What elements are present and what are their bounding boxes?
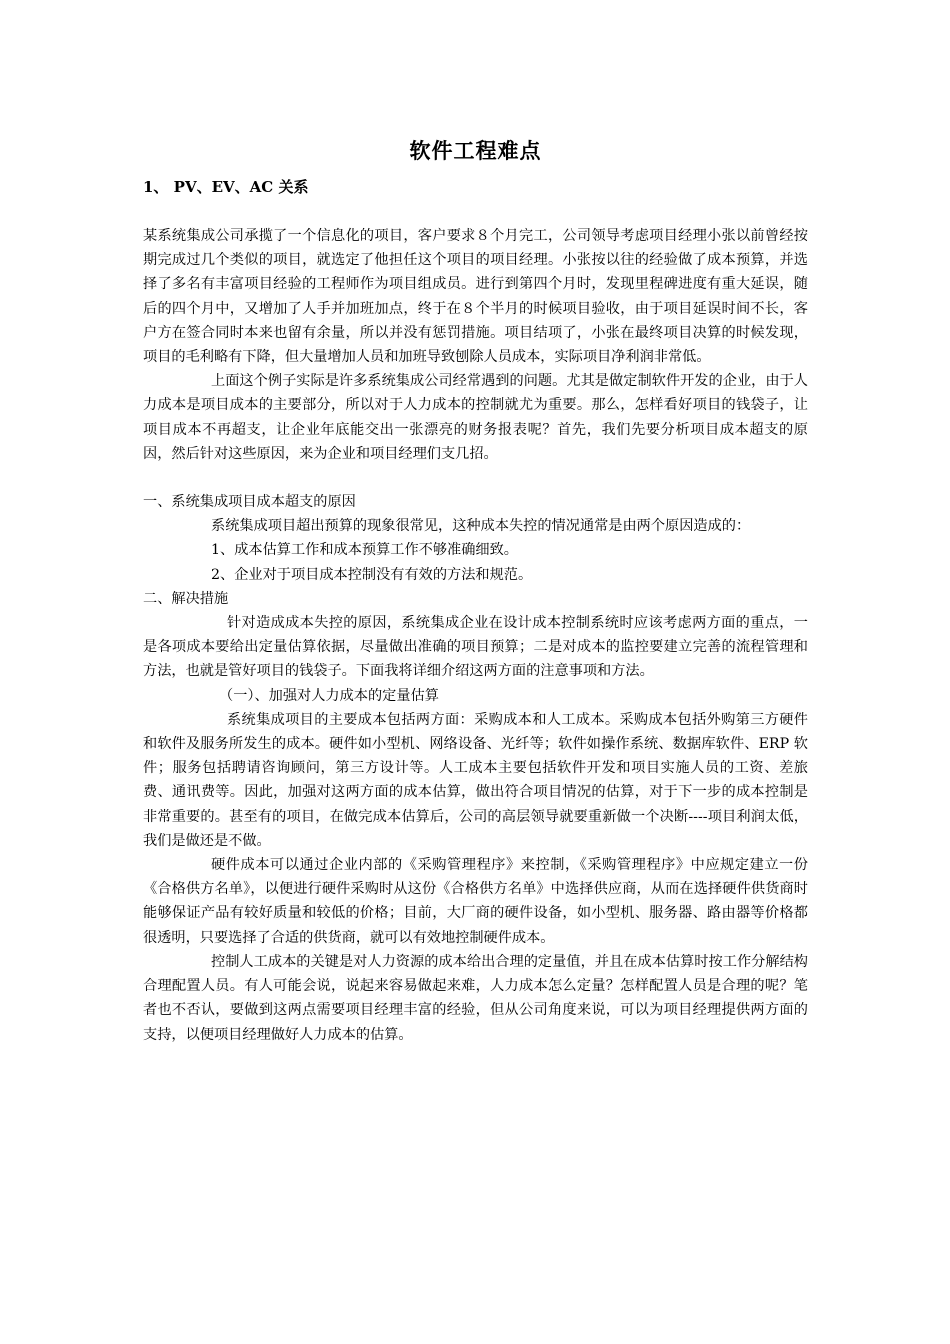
spacer <box>143 466 808 490</box>
paragraph-hardware-cost: 硬件成本可以通过企业内部的《采购管理程序》来控制，《采购管理程序》中应规定建立一份《合格供方名单》，以便进行硬件采购时从这份《合格供方名单》中选择供应商，从而在选择硬件供货商时能够保证产品有较好质量和较低的价格；目前，大厂商的硬件设备，如小型机、服务器、路由器等价格都很透明，只要选择了合适的供货商，就可以有效地控制硬件成本。 <box>143 857 808 946</box>
paragraph-labor-cost: 控制人工成本的关键是对人力资源的成本给出合理的定量值，并且在成本估算时按工作分解结构合理配置人员。有人可能会说，说起来容易做起来难，人力成本怎么定量？怎样配置人员是合理的呢？笔者也不否认，要做到这两点需要项目经理丰富的经验，但从公司角度来说，可以为项目经理提供两方面的支持，以便项目经理做好人力成本的估算。 <box>143 953 808 1043</box>
subheading-quantitative-estimate: （一）、加强对人力成本的定量估算 <box>219 687 439 704</box>
paragraph-overrun-causes: 系统集成项目超出预算的现象很常见，这种成本失控的情况通常是由两个原因造成的： <box>211 518 751 535</box>
section-heading: 1、 PV、EV、AC 关系 <box>143 178 309 196</box>
document-page <box>143 130 808 1047</box>
list-item-cause-2: 2、企业对于项目成本控制没有有效的方法和规范。 <box>211 566 533 583</box>
document-title: 软件工程难点 <box>409 139 542 163</box>
paragraph-case-intro: 某系统集成公司承揽了一个信息化的项目，客户要求８个月完工，公司领导考虑项目经理小张以前曾经按期完成过几个类似的项目，就选定了他担任这个项目的项目经理。小张按以往的经验做了成本预算，并选择了多名有丰富项目经验的工程师作为项目组成员。进行到第四个月时，发现里程碑进度有重大延误，随后的四个月中，又增加了人手并加班加点，终于在８个半月的时候项目验收，由于项目延误时间不长，客户方在签合同时本来也留有余量，所以并没有惩罚措施。项目结项了，小张在最终项目决算的时候发现，项目的毛利略有下降，但大量增加人员和加班导致刨除人员成本，实际项目净利润非常低。 <box>143 228 808 366</box>
paragraph-case-analysis: 上面这个例子实际是许多系统集成公司经常遇到的问题。尤其是做定制软件开发的企业，由于人力成本是项目成本的主要部分，所以对于人力成本的控制就尤为重要。那么，怎样看好项目的钱袋子，让项目成本不再超支，让企业年底能交出一张漂亮的财务报表呢？首先，我们先要分析项目成本超支的原因，然后针对这些原因，来为企业和项目经理们支几招。 <box>143 373 808 462</box>
subheading-overrun-causes: 一、系统集成项目成本超支的原因 <box>143 494 356 511</box>
paragraph-solutions: 针对造成成本失控的原因，系统集成企业在设计成本控制系统时应该考虑两方面的重点，一是各项成本要给出定量估算依据，尽量做出准确的项目预算；二是对成本的监控要建立完善的流程管理和方法，也就是管好项目的钱袋子。下面我将详细介绍这两方面的注意事项和方法。 <box>143 615 808 680</box>
list-item-cause-1: 1、成本估算工作和成本预算工作不够准确细致。 <box>211 542 518 559</box>
paragraph-cost-components: 系统集成项目的主要成本包括两方面：采购成本和人工成本。采购成本包括外购第三方硬件和软件及服务所发生的成本。硬件如小型机、网络设备、光纤等；软件如操作系统、数据库软件、ERP 软件；服务包括聘请咨询顾问，第三方设计等。人工成本主要包括软件开发和项目实施人员的工资、差旅费、通讯费等。因此，加强对这两方面的成本估算，做出符合项目情况的估算，对于下一步的成本控制是非常重要的。甚至有的项目，在做完成本估算后，公司的高层领导就要重新做一个决断----项目利润太低，我们是做还是不做。 <box>143 711 808 849</box>
subheading-solutions: 二、解决措施 <box>143 590 229 607</box>
